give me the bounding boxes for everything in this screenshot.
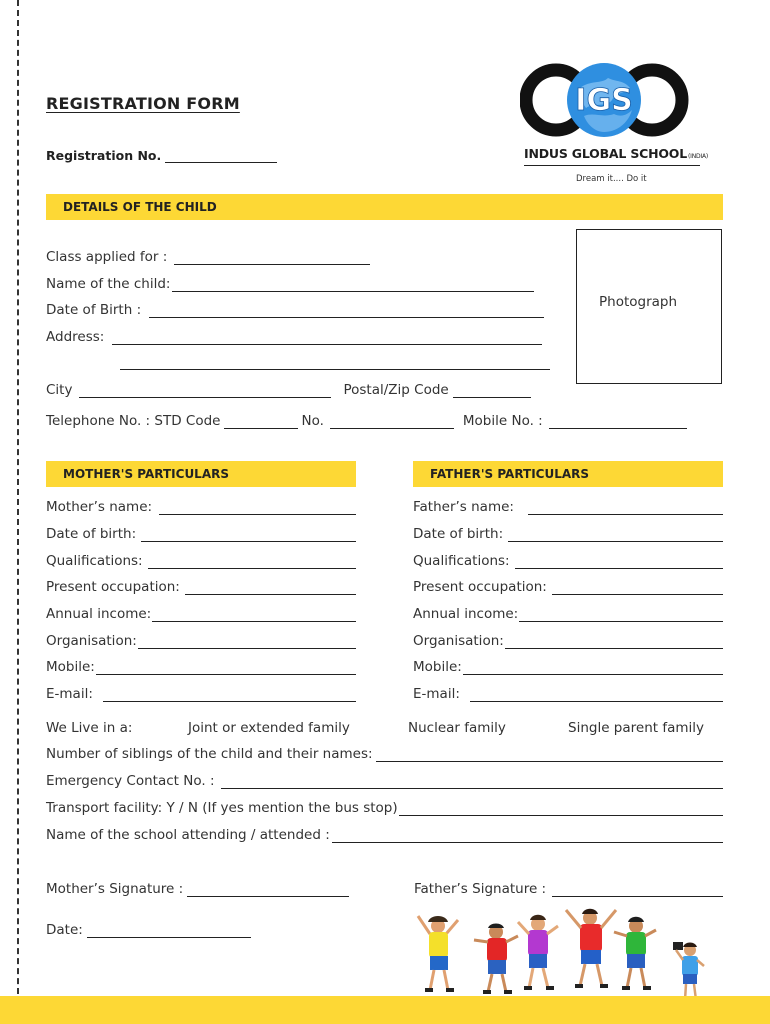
child-name-label: Name of the child: — [46, 276, 171, 292]
mother-name-label: Mother’s name: — [46, 499, 153, 515]
jumping-children-illustration — [408, 900, 728, 1006]
father-mobile-label: Mobile: — [413, 659, 462, 675]
father-organisation-label: Organisation: — [413, 633, 504, 649]
telephone-row — [46, 413, 687, 429]
registration-number-field[interactable] — [165, 150, 277, 163]
mother-income-row — [46, 606, 356, 622]
mother-dob-label: Date of birth: — [46, 526, 137, 542]
father-dob-label: Date of birth: — [413, 526, 504, 542]
transport-label: Transport facility: Y / N (If yes mention the bus stop) — [46, 800, 398, 816]
mother-mobile-label: Mobile: — [46, 659, 95, 675]
class-applied-field[interactable] — [174, 251, 370, 265]
address-label: Address: — [46, 329, 105, 345]
school-country: (INDIA) — [687, 153, 709, 160]
child-details-header: DETAILS OF THE CHILD — [46, 194, 723, 220]
father-dob-field[interactable] — [508, 528, 723, 542]
child-figure-yellow — [418, 916, 458, 992]
father-occupation-field[interactable] — [552, 581, 723, 595]
siblings-field[interactable] — [376, 748, 723, 762]
city-label: City — [46, 382, 73, 398]
child-dob-field[interactable] — [149, 304, 544, 318]
father-particulars-header: FATHER'S PARTICULARS — [413, 461, 723, 487]
class-applied-label: Class applied for : — [46, 249, 168, 265]
child-mobile-field[interactable] — [549, 415, 687, 429]
father-name-field[interactable] — [528, 501, 723, 515]
city-row — [46, 382, 531, 398]
date-row — [46, 922, 251, 938]
father-mobile-row — [413, 659, 723, 675]
school-name-text: INDUS GLOBAL SCHOOL — [524, 146, 687, 161]
cut-line — [17, 0, 19, 1024]
child-name-field[interactable] — [172, 278, 534, 292]
zip-label: Postal/Zip Code — [343, 382, 449, 398]
bottom-yellow-bar — [0, 996, 770, 1024]
mother-signature-field[interactable] — [187, 883, 349, 897]
mother-signature-row — [46, 881, 349, 897]
school-tagline: Dream it.... Do it — [576, 174, 647, 184]
father-dob-row — [413, 526, 723, 542]
father-income-label: Annual income: — [413, 606, 519, 622]
emergency-contact-field[interactable] — [221, 775, 724, 789]
city-field[interactable] — [79, 384, 331, 398]
mother-dob-row — [46, 526, 356, 542]
phone-number-field[interactable] — [330, 415, 454, 429]
school-name — [524, 146, 708, 161]
logo-monogram: IGS — [575, 83, 633, 118]
siblings-label: Number of siblings of the child and their names: — [46, 746, 373, 762]
std-code-field[interactable] — [224, 415, 298, 429]
mother-mobile-row — [46, 659, 356, 675]
mother-particulars-header: MOTHER'S PARTICULARS — [46, 461, 356, 487]
child-figure-red-2 — [566, 909, 616, 988]
child-figure-green — [614, 917, 656, 990]
registration-number-label: Registration No. — [46, 148, 162, 163]
child-figure-purple — [518, 915, 558, 990]
father-qualifications-field[interactable] — [515, 555, 723, 569]
mother-mobile-field[interactable] — [96, 661, 356, 675]
father-income-row — [413, 606, 723, 622]
child-dob-label: Date of Birth : — [46, 302, 142, 318]
transport-row — [46, 800, 723, 816]
father-name-label: Father’s name: — [413, 499, 514, 515]
father-signature-row — [414, 881, 723, 897]
address-row-2 — [120, 356, 550, 370]
mother-organisation-label: Organisation: — [46, 633, 137, 649]
child-dob-row — [46, 302, 544, 318]
mother-qualifications-field[interactable] — [148, 555, 356, 569]
logo-divider — [524, 165, 700, 166]
option-joint-family[interactable] — [188, 720, 350, 736]
std-code-label: Telephone No. : STD Code — [46, 413, 221, 429]
form-title: REGISTRATION FORM — [46, 94, 240, 113]
mother-occupation-row — [46, 579, 356, 595]
child-figure-red — [474, 924, 518, 995]
emergency-contact-label: Emergency Contact No. : — [46, 773, 215, 789]
father-signature-field[interactable] — [552, 883, 723, 897]
father-name-row — [413, 499, 723, 515]
father-occupation-row — [413, 579, 723, 595]
child-figure-blue — [673, 942, 704, 1000]
address-field-line-2[interactable] — [120, 356, 550, 370]
zip-field[interactable] — [453, 384, 531, 398]
family-type-row — [46, 720, 132, 736]
option-nuclear-family[interactable] — [408, 720, 506, 736]
father-email-field[interactable] — [470, 688, 723, 702]
mother-name-row — [46, 499, 356, 515]
registration-number-row — [46, 148, 277, 163]
child-mobile-label: Mobile No. : — [462, 413, 543, 429]
address-field-line-1[interactable] — [112, 331, 542, 345]
option-joint-family-label: Joint or extended family — [188, 720, 350, 736]
father-signature-label: Father’s Signature : — [414, 881, 547, 897]
option-single-parent-family-label: Single parent family — [568, 720, 705, 736]
father-qualifications-row — [413, 553, 723, 569]
siblings-row — [46, 746, 723, 762]
mother-name-field[interactable] — [159, 501, 356, 515]
class-applied-row — [46, 249, 370, 265]
emergency-contact-row — [46, 773, 723, 789]
option-nuclear-family-label: Nuclear family — [408, 720, 506, 736]
address-row — [46, 329, 542, 345]
previous-school-row — [46, 827, 723, 843]
father-organisation-field[interactable] — [505, 635, 723, 649]
option-single-parent-family[interactable] — [568, 720, 704, 736]
father-qualifications-label: Qualifications: — [413, 553, 510, 569]
mother-qualifications-row — [46, 553, 356, 569]
father-email-row — [413, 686, 723, 702]
father-mobile-field[interactable] — [463, 661, 723, 675]
date-field[interactable] — [87, 924, 251, 938]
father-occupation-label: Present occupation: — [413, 579, 547, 595]
previous-school-label: Name of the school attending / attended : — [46, 827, 330, 843]
phone-number-label: No. — [301, 413, 324, 429]
previous-school-field[interactable] — [332, 829, 723, 843]
photograph-label: Photograph — [599, 294, 678, 310]
father-email-label: E-mail: — [413, 686, 460, 702]
mother-signature-label: Mother’s Signature : — [46, 881, 184, 897]
child-name-row — [46, 276, 534, 292]
live-in-label: We Live in a: — [46, 720, 133, 736]
mother-occupation-label: Present occupation: — [46, 579, 180, 595]
mother-organisation-field[interactable] — [138, 635, 356, 649]
logo-rings-icon — [520, 58, 724, 148]
mother-income-label: Annual income: — [46, 606, 152, 622]
mother-organisation-row — [46, 633, 356, 649]
father-organisation-row — [413, 633, 723, 649]
mother-occupation-field[interactable] — [185, 581, 356, 595]
mother-qualifications-label: Qualifications: — [46, 553, 143, 569]
bus-stop-field[interactable] — [399, 802, 723, 816]
mother-email-label: E-mail: — [46, 686, 93, 702]
father-income-field[interactable] — [519, 608, 723, 622]
school-logo — [520, 58, 724, 188]
photograph-box[interactable] — [576, 229, 722, 384]
mother-email-field[interactable] — [103, 688, 356, 702]
mother-income-field[interactable] — [152, 608, 356, 622]
mother-dob-field[interactable] — [141, 528, 356, 542]
mother-email-row — [46, 686, 356, 702]
date-label: Date: — [46, 922, 83, 938]
